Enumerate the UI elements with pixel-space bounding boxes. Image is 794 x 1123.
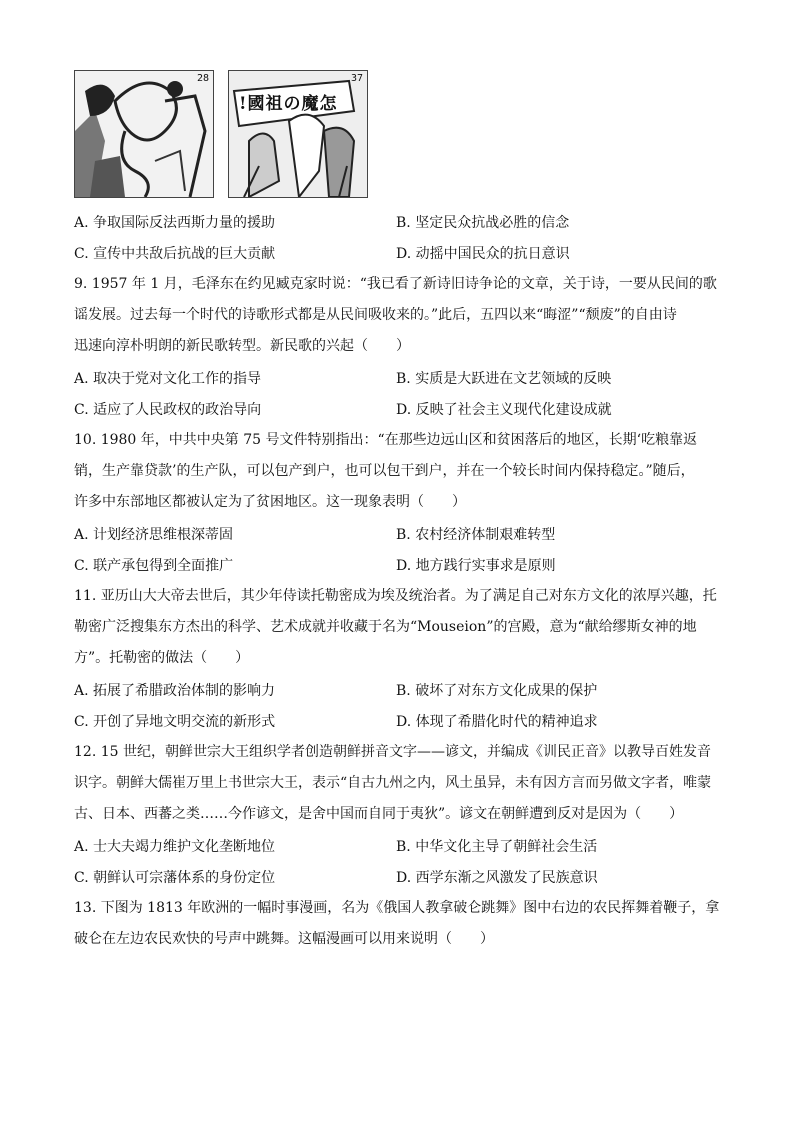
q13-stem-line: 破仑在左边农民欢快的号声中跳舞。这幅漫画可以用来说明（ ） xyxy=(74,931,494,947)
q8-option-b[interactable]: B. 坚定民众抗战必胜的信念 xyxy=(396,215,570,231)
q12-stem-line: 识字。朝鲜大儒崔万里上书世宗大王，表示“自古九州之内，风土虽异，未有因方言而另做文字者，唯蒙 xyxy=(74,775,712,791)
q10-option-d[interactable]: D. 地方践行实事求是原则 xyxy=(396,558,556,574)
cartoon-right-caption: !國祖の魔怎 xyxy=(239,94,338,114)
q10-options-row-1 xyxy=(74,524,724,546)
q10-options-row-2 xyxy=(74,555,724,577)
q12-stem-line: 12. 15 世纪，朝鲜世宗大王组织学者创造朝鲜拼音文字——谚文，并编成《训民正音》以教导百姓发音 xyxy=(74,744,711,760)
q12-options-row-1 xyxy=(74,836,724,858)
q9-option-a[interactable]: A. 取决于党对文化工作的指导 xyxy=(74,371,262,387)
q10-stem-line: 10. 1980 年，中共中央第 75 号文件特别指出：“在那些边远山区和贫困落后的地区，长期‘吃粮靠返 xyxy=(74,432,698,448)
q10-option-a[interactable]: A. 计划经济思维根深蒂固 xyxy=(74,527,234,543)
q11-option-c[interactable]: C. 开创了异地文明交流的新形式 xyxy=(74,714,276,730)
cartoon-right-number: 37 xyxy=(350,73,363,84)
q9-stem xyxy=(74,269,724,362)
q10-stem-line: 销，生产靠贷款’的生产队，可以包产到户，也可以包干到户，并在一个较长时间内保持稳定。”随后， xyxy=(74,463,695,479)
q12-option-c[interactable]: C. 朝鲜认可宗藩体系的身份定位 xyxy=(74,870,276,886)
q8-options-row-2 xyxy=(74,243,724,265)
q9-stem-line: 谣发展。过去每一个时代的诗歌形式都是从民间吸收来的。”此后，五四以来“晦涩”“颓废”的自由诗 xyxy=(74,307,677,323)
q13-stem-line: 13. 下图为 1813 年欧洲的一幅时事漫画，名为《俄国人教拿破仑跳舞》图中右边的农民挥舞着鞭子，拿 xyxy=(74,900,720,916)
q9-options-row-1 xyxy=(74,368,724,390)
q11-stem xyxy=(74,581,724,674)
q12-option-a[interactable]: A. 士大夫竭力维护文化垄断地位 xyxy=(74,839,276,855)
q10-option-c[interactable]: C. 联产承包得到全面推广 xyxy=(74,558,234,574)
q8-options-row-1 xyxy=(74,212,724,234)
cartoon-left-image xyxy=(74,70,214,198)
q9-options-row-2 xyxy=(74,399,724,421)
q13-stem xyxy=(74,893,724,955)
q8-option-d[interactable]: D. 动摇中国民众的抗日意识 xyxy=(396,246,570,262)
q10-option-b[interactable]: B. 农村经济体制艰难转型 xyxy=(396,527,556,543)
q12-option-b[interactable]: B. 中华文化主导了朝鲜社会生活 xyxy=(396,839,598,855)
q12-stem-line: 古、日本、西蕃之类……今作谚文，是舍中国而自同于夷狄”。谚文在朝鲜遭到反对是因为（ ） xyxy=(74,806,684,822)
q11-stem-line: 方”。托勒密的做法（ ） xyxy=(74,650,250,666)
q9-stem-line: 9. 1957 年 1 月，毛泽东在约见臧克家时说：“我已看了新诗旧诗争论的文章，关于诗，一要从民间的歌 xyxy=(74,276,717,292)
q12-option-d[interactable]: D. 西学东渐之风激发了民族意识 xyxy=(396,870,598,886)
q8-option-c[interactable]: C. 宣传中共敌后抗战的巨大贡献 xyxy=(74,246,276,262)
q12-options-row-2 xyxy=(74,867,724,889)
q9-stem-line: 迅速向淳朴明朗的新民歌转型。新民歌的兴起（ ） xyxy=(74,338,410,354)
q8-option-a[interactable]: A. 争取国际反法西斯力量的援助 xyxy=(74,215,276,231)
q11-option-d[interactable]: D. 体现了希腊化时代的精神追求 xyxy=(396,714,598,730)
cartoon-left-drawing xyxy=(75,71,213,197)
q11-option-b[interactable]: B. 破坏了对东方文化成果的保护 xyxy=(396,683,598,699)
q11-stem-line: 11. 亚历山大大帝去世后，其少年侍读托勒密成为埃及统治者。为了满足自己对东方文化的浓厚兴趣，托 xyxy=(74,588,717,604)
cartoon-left-number: 28 xyxy=(196,73,209,84)
q12-stem xyxy=(74,737,724,830)
q11-option-a[interactable]: A. 拓展了希腊政治体制的影响力 xyxy=(74,683,276,699)
q10-stem-line: 许多中东部地区都被认定为了贫困地区。这一现象表明（ ） xyxy=(74,494,466,510)
q9-option-c[interactable]: C. 适应了人民政权的政治导向 xyxy=(74,402,262,418)
q11-stem-line: 勒密广泛搜集东方杰出的科学、艺术成就并收藏于名为“Mouseion”的宫殿，意为“献给缪斯女神的地 xyxy=(74,619,697,635)
q11-options-row-2 xyxy=(74,711,724,733)
q9-option-d[interactable]: D. 反映了社会主义现代化建设成就 xyxy=(396,402,612,418)
q10-stem xyxy=(74,425,724,518)
q11-options-row-1 xyxy=(74,680,724,702)
q9-option-b[interactable]: B. 实质是大跃进在文艺领域的反映 xyxy=(396,371,612,387)
cartoon-right-image xyxy=(228,70,368,198)
